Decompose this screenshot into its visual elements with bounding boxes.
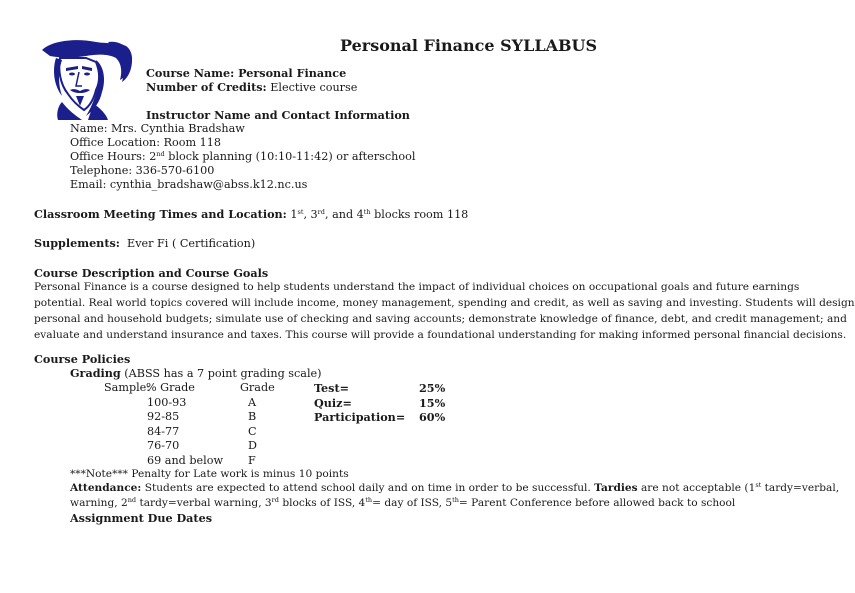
supplements-line xyxy=(34,236,255,251)
attendance-line-2: warning, 2nd tardy=verbal warning, 3rd blocks of ISS, 4th= day of ISS, 5th= Parent Conference before allowed back to school xyxy=(70,496,736,509)
weight-label: Participation= xyxy=(314,410,406,424)
policies-heading: Course Policies xyxy=(34,352,131,366)
scale-grade: C xyxy=(248,425,257,438)
sample-label: Sample: xyxy=(104,381,151,394)
description-heading: Course Description and Course Goals xyxy=(34,266,269,280)
meeting-times-label: Classroom Meeting Times and Location: xyxy=(34,207,287,221)
course-name-label: Course Name: xyxy=(146,66,235,80)
scale-range: 69 and below xyxy=(147,454,224,467)
scale-range: 76-70 xyxy=(147,439,180,452)
scale-grade: D xyxy=(248,439,257,452)
attendance-label: Attendance: xyxy=(70,482,142,494)
weight-label: Quiz= xyxy=(314,396,352,410)
supplements-value: Ever Fi ( Certification) xyxy=(119,237,256,250)
scale-grade: A xyxy=(248,396,257,409)
weight-label: Test= xyxy=(314,381,349,395)
grading-note: (ABSS has a 7 point grading scale) xyxy=(120,367,322,380)
supplements-label: Supplements: xyxy=(34,236,120,250)
scale-range: 100-93 xyxy=(147,396,187,409)
scale-range: 84-77 xyxy=(147,425,180,438)
office-location: Office Location: Room 118 xyxy=(70,136,221,149)
credits-value: Elective course xyxy=(266,81,358,94)
tardies-label: Tardies xyxy=(594,482,638,494)
weight-value: 15% xyxy=(419,396,446,410)
office-hours: Office Hours: 2nd block planning (10:10-11:42) or afterschool xyxy=(70,150,416,163)
attendance-line-1: Attendance: Students are expected to attend school daily and on time in order to be successful. Tardies are not acceptable (1st tardy=verbal, xyxy=(70,481,840,494)
weight-value: 60% xyxy=(419,410,446,424)
description-line: Personal Finance is a course designed to help students understand the impact of individual choices on occupational goals and future earnings xyxy=(34,281,800,293)
scale-grade: B xyxy=(248,410,257,423)
late-work-note: ***Note*** Penalty for Late work is minus 10 points xyxy=(70,468,349,480)
scale-range: 92-85 xyxy=(147,410,180,423)
course-name-line xyxy=(146,66,346,81)
column-header-grade: Grade xyxy=(240,381,275,394)
telephone: Telephone: 336-570-6100 xyxy=(70,164,215,177)
credits-label: Number of Credits: xyxy=(146,80,267,94)
weight-value: 25% xyxy=(419,381,446,395)
email-link[interactable]: Email: cynthia_bradshaw@abss.k12.nc.us xyxy=(70,178,308,191)
grading-line xyxy=(70,366,322,381)
assignment-due-dates-heading: Assignment Due Dates xyxy=(70,511,213,525)
cavalier-mascot-logo xyxy=(38,36,134,120)
column-header-percent: % Grade xyxy=(146,381,195,394)
grading-label: Grading xyxy=(70,366,121,380)
course-name-value: Personal Finance xyxy=(234,66,347,80)
instructor-heading: Instructor Name and Contact Information xyxy=(146,108,410,122)
description-line: personal and household budgets; simulate use of checking and saving accounts; demonstrate knowledge of finance, debt, and credit management; and xyxy=(34,313,847,325)
scale-grade: F xyxy=(248,454,256,467)
page-title: Personal Finance SYLLABUS xyxy=(340,36,598,55)
description-line: potential. Real world topics covered will include income, money management, spending and credit, as well as saving and investing. Students will design xyxy=(34,297,855,309)
instructor-name: Name: Mrs. Cynthia Bradshaw xyxy=(70,122,245,135)
credits-line xyxy=(146,80,357,95)
meeting-times-line: Classroom Meeting Times and Location: 1st, 3rd, and 4th blocks room 118 xyxy=(34,207,469,221)
description-line: evaluate and understand insurance and taxes. This course will provide a foundational understanding for making informed personal financial decisions. xyxy=(34,329,847,341)
